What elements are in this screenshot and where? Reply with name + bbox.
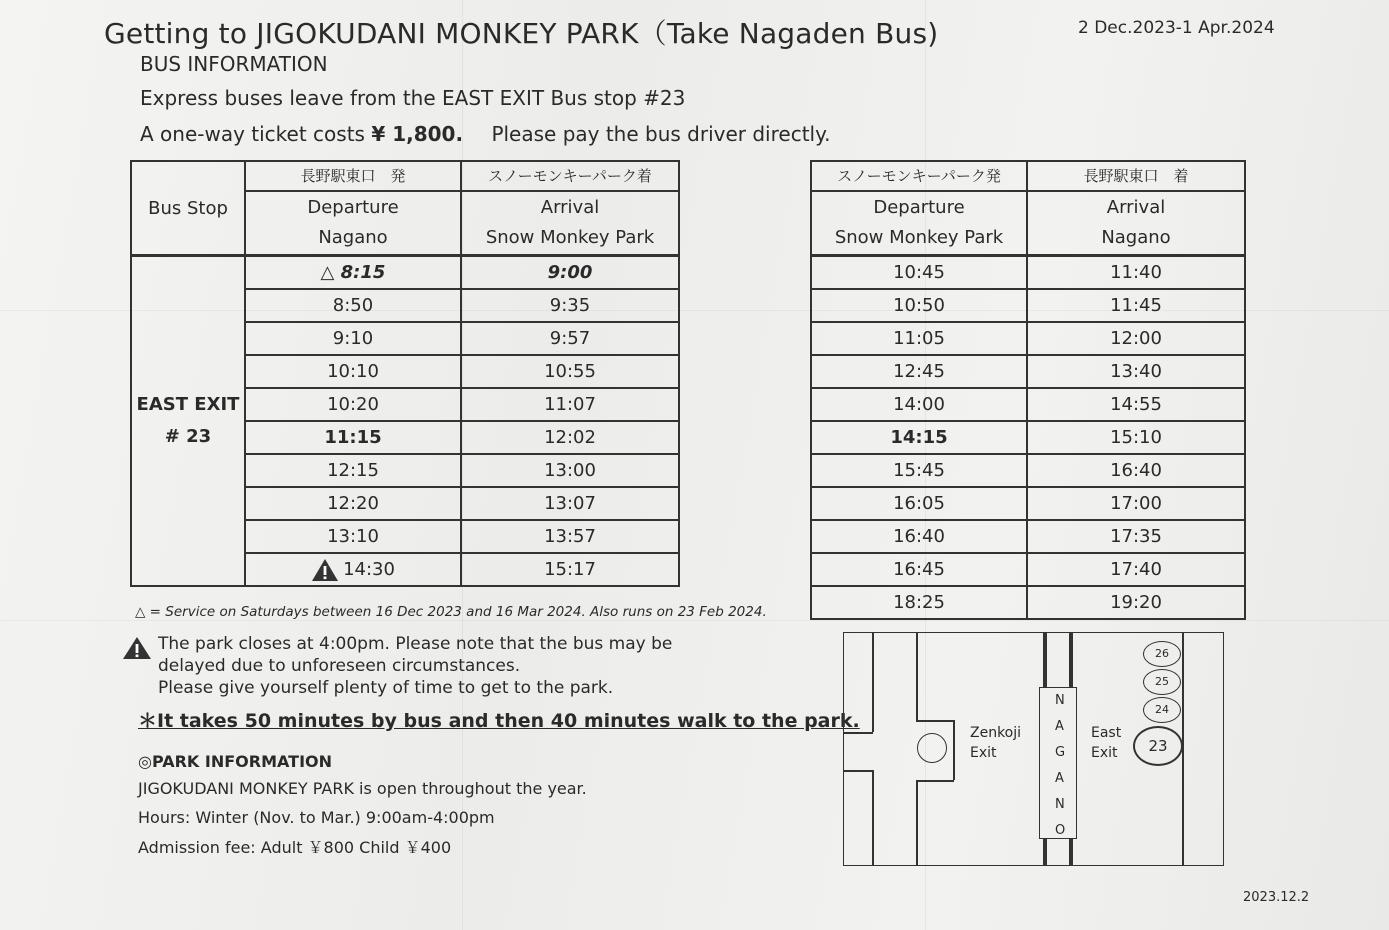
- table-row: [811, 553, 1245, 586]
- departure-time: 16:05: [811, 487, 1027, 520]
- arrival-time: 14:55: [1027, 388, 1245, 421]
- delay-notice: [158, 633, 718, 699]
- bus-stop-25: 25: [1143, 669, 1181, 695]
- timetable-park-to-nagano: [810, 160, 1246, 620]
- departure-header: [811, 191, 1027, 256]
- ticket-prefix: A one-way ticket costs: [140, 122, 365, 146]
- express-info: [140, 86, 685, 110]
- table-row: [811, 289, 1245, 322]
- departure-time: 8:50: [245, 289, 461, 322]
- departure-time: △ 8:15: [245, 256, 461, 290]
- arrival-time: 10:55: [461, 355, 679, 388]
- bus-stop-23: 23: [1133, 726, 1183, 766]
- zenkoji-exit-label: [970, 723, 1021, 763]
- map-road-line: [916, 720, 954, 722]
- arrival-time: 13:57: [461, 520, 679, 553]
- departure-place: Nagano: [318, 227, 388, 248]
- departure-time-cell: [245, 553, 461, 586]
- departure-place: Snow Monkey Park: [834, 227, 1004, 248]
- departure-header: [245, 191, 461, 256]
- arrival-time: 9:57: [461, 322, 679, 355]
- rail-track: [1069, 838, 1073, 865]
- page-title: Getting to JIGOKUDANI MONKEY PARK（Take Nagaden Bus): [104, 17, 939, 50]
- table-row: [811, 355, 1245, 388]
- departure-time: 10:45: [811, 256, 1027, 290]
- departure-jp-header: 長野駅東口 発: [245, 161, 461, 191]
- departure-time: 12:45: [811, 355, 1027, 388]
- express-prefix: Express buses leave from the: [140, 86, 436, 110]
- arrival-time: 17:00: [1027, 487, 1245, 520]
- fold-crease: [0, 620, 1389, 621]
- map-road-line: [872, 633, 874, 732]
- departure-jp-header: スノーモンキーパーク発: [811, 161, 1027, 191]
- departure-time: 9:10: [245, 322, 461, 355]
- zenkoji-line2: Exit: [970, 745, 997, 761]
- park-hours-text: Hours: Winter (Nov. to Mar.) 9:00am-4:00pm: [138, 808, 495, 827]
- ticket-price: ¥ 1,800.: [371, 122, 464, 146]
- arrival-label: Arrival: [540, 197, 600, 218]
- bus-stop-header: Bus Stop: [131, 161, 245, 256]
- arrival-header: [461, 191, 679, 256]
- arrival-time: 17:35: [1027, 520, 1245, 553]
- zenkoji-line1: Zenkoji: [970, 725, 1022, 741]
- arrival-time: 13:07: [461, 487, 679, 520]
- departure-time: 10:20: [245, 388, 461, 421]
- warning-icon: [122, 636, 152, 660]
- map-road-line: [916, 633, 918, 720]
- bus-stop-24: 24: [1143, 697, 1181, 723]
- rail-track: [1069, 633, 1073, 687]
- table-row: [811, 487, 1245, 520]
- travel-time-note: ＊It takes 50 minutes by bus and then 40 minutes walk to the park.: [138, 710, 860, 732]
- departure-time: 12:15: [245, 454, 461, 487]
- zenkoji-roundabout: [917, 733, 947, 763]
- arrival-jp-header: 長野駅東口 着: [1027, 161, 1245, 191]
- arrival-time: 12:02: [461, 421, 679, 454]
- rail-track: [1043, 838, 1047, 865]
- station-letter: G: [1055, 745, 1066, 760]
- arrival-header: [1027, 191, 1245, 256]
- map-road-line: [844, 770, 873, 772]
- east-line1: East: [1091, 725, 1122, 741]
- table-row: [811, 256, 1245, 290]
- arrival-time: 15:10: [1027, 421, 1245, 454]
- warning-icon: [311, 558, 339, 582]
- station-map: [843, 632, 1224, 866]
- park-fee-text: Admission fee: Adult ￥800 Child ￥400: [138, 838, 452, 857]
- bus-stop-name: [131, 256, 245, 587]
- notice-line: Please give yourself plenty of time to get to the park.: [158, 678, 614, 698]
- departure-time: 12:20: [245, 487, 461, 520]
- arrival-time: 11:40: [1027, 256, 1245, 290]
- arrival-time: 19:20: [1027, 586, 1245, 619]
- arrival-label: Arrival: [1106, 197, 1166, 218]
- table-row: [811, 161, 1245, 191]
- arrival-time: 9:35: [461, 289, 679, 322]
- arrival-time: 11:45: [1027, 289, 1245, 322]
- departure-time: 15:45: [811, 454, 1027, 487]
- express-east-exit: EAST EXIT: [442, 86, 545, 110]
- map-road-line: [916, 780, 918, 865]
- departure-time: 14:15: [811, 421, 1027, 454]
- stop-name-line1: EAST EXIT: [136, 394, 240, 415]
- station-letter: A: [1055, 771, 1064, 786]
- arrival-jp-header: スノーモンキーパーク着: [461, 161, 679, 191]
- arrival-time: 13:00: [461, 454, 679, 487]
- departure-time: 11:05: [811, 322, 1027, 355]
- station-letter: N: [1055, 693, 1065, 708]
- departure-time: 14:00: [811, 388, 1027, 421]
- park-info-heading: ◎PARK INFORMATION: [138, 752, 333, 771]
- east-exit-label: [1091, 723, 1121, 763]
- station-letter: N: [1055, 797, 1065, 812]
- station-letter: A: [1055, 719, 1064, 734]
- arrival-time: 9:00: [461, 256, 679, 290]
- print-date: 2023.12.2: [1243, 890, 1310, 905]
- arrival-time: 15:17: [461, 553, 679, 586]
- map-road-line: [916, 780, 954, 782]
- notice-line: delayed due to unforeseen circumstances.: [158, 656, 521, 676]
- station-letter: O: [1055, 823, 1066, 838]
- park-open-text: JIGOKUDANI MONKEY PARK is open throughout the year.: [138, 779, 587, 798]
- table-row: [811, 322, 1245, 355]
- section-heading-bus-info: BUS INFORMATION: [140, 52, 328, 76]
- departure-time: 11:15: [245, 421, 461, 454]
- ticket-info: [140, 122, 830, 146]
- arrival-time: 17:40: [1027, 553, 1245, 586]
- map-road-line: [844, 732, 873, 734]
- map-road-line: [953, 720, 955, 780]
- arrival-time: 16:40: [1027, 454, 1245, 487]
- departure-time: 16:40: [811, 520, 1027, 553]
- rail-track: [1043, 633, 1047, 687]
- departure-time: 16:45: [811, 553, 1027, 586]
- arrival-place: Snow Monkey Park: [485, 227, 655, 248]
- ticket-suffix: Please pay the bus driver directly.: [491, 122, 831, 146]
- map-road-line: [872, 770, 874, 865]
- east-line2: Exit: [1091, 745, 1118, 761]
- notice-line: The park closes at 4:00pm. Please note that the bus may be: [158, 634, 673, 654]
- arrival-time: 12:00: [1027, 322, 1245, 355]
- bus-stop-26: 26: [1143, 641, 1181, 667]
- date-range: 2 Dec.2023-1 Apr.2024: [1078, 18, 1275, 38]
- timetable-nagano-to-park: [130, 160, 680, 587]
- arrival-place: Nagano: [1101, 227, 1171, 248]
- departure-time: 18:25: [811, 586, 1027, 619]
- departure-time: 10:10: [245, 355, 461, 388]
- express-suffix: Bus stop #23: [550, 86, 686, 110]
- table-row: [811, 454, 1245, 487]
- table-row: [811, 586, 1245, 619]
- table-row: [811, 421, 1245, 454]
- departure-time: 13:10: [245, 520, 461, 553]
- departure-label: Departure: [873, 197, 965, 218]
- table-row: [131, 256, 679, 290]
- arrival-time: 13:40: [1027, 355, 1245, 388]
- table-row: [811, 520, 1245, 553]
- arrival-time: 11:07: [461, 388, 679, 421]
- departure-label: Departure: [307, 197, 399, 218]
- table-row: [131, 161, 679, 191]
- stop-name-line2: # 23: [164, 426, 212, 447]
- table-row: [811, 191, 1245, 256]
- saturday-service-legend: △ = Service on Saturdays between 16 Dec 2023 and 16 Mar 2024. Also runs on 23 Feb 2024.: [135, 604, 767, 620]
- table-row: [811, 388, 1245, 421]
- departure-time: 10:50: [811, 289, 1027, 322]
- departure-time: 14:30: [343, 559, 395, 580]
